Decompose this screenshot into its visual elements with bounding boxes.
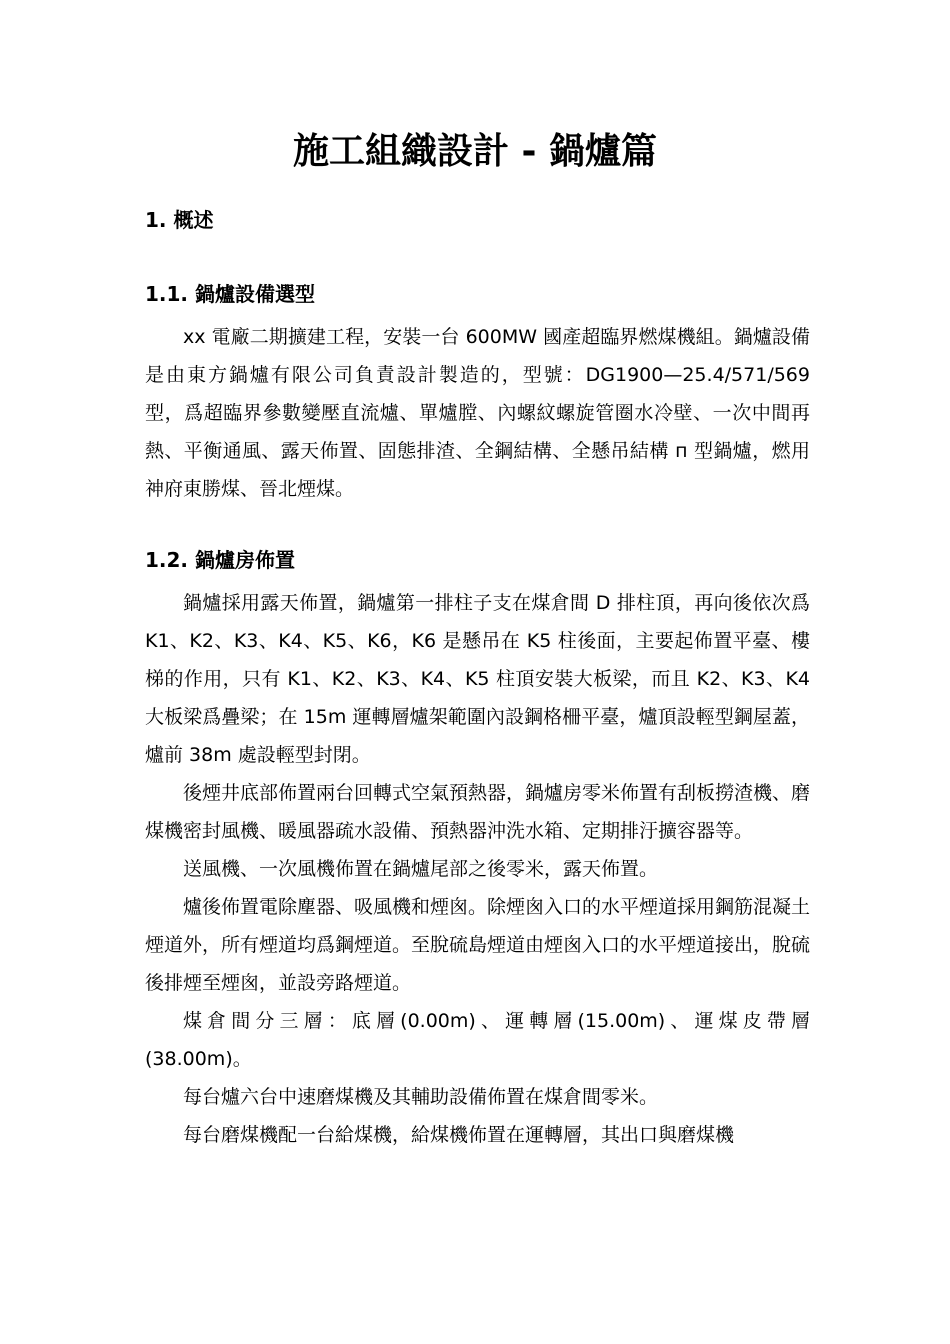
paragraph: 送風機、一次風機佈置在鍋爐尾部之後零米，露天佈置。 xyxy=(183,858,659,880)
section-body-boiler-house-layout xyxy=(145,584,810,1154)
section-heading-boiler-house-layout: 1.2. 鍋爐房佈置 xyxy=(145,548,295,572)
paragraph: 每台爐六台中速磨煤機及其輔助設備佈置在煤倉間零米。 xyxy=(183,1086,659,1108)
section-heading-boiler-selection: 1.1. 鍋爐設備選型 xyxy=(145,282,315,306)
section-heading-overview: 1. 概述 xyxy=(145,208,214,232)
paragraph: 鍋爐採用露天佈置，鍋爐第一排柱子支在煤倉間 D 排柱頂，再向後依次爲 K1、K2、K3、K4、K5、K6，K6 是懸吊在 K5 柱後面，主要起佈置平臺、樓梯的作用，只有 K1、K2、K3、K4、K5 柱頂安裝大板梁，而且 K2、K3、K4 大板梁爲疊梁；在 15m 運轉層爐架範圍內設鋼格柵平臺，爐頂設輕型鋼屋蓋，爐前 38m 處設輕型封閉。 xyxy=(145,592,810,766)
paragraph: 煤倉間分三層：底層(0.00m)、運轉層(15.00m)、運煤皮帶層(38.00m)。 xyxy=(145,1010,810,1070)
section-body-boiler-selection xyxy=(145,318,810,508)
document-title: 施工組織設計 - 鍋爐篇 xyxy=(292,131,657,172)
paragraph: 後煙井底部佈置兩台回轉式空氣預熱器，鍋爐房零米佈置有刮板撈渣機、磨煤機密封風機、暖風器疏水設備、預熱器沖洗水箱、定期排汙擴容器等。 xyxy=(145,782,811,842)
paragraph: 每台磨煤機配一台給煤機，給煤機佈置在運轉層，其出口與磨煤機 xyxy=(183,1124,735,1146)
paragraph: xx 電廠二期擴建工程，安裝一台 600MW 國產超臨界燃煤機組。鍋爐設備是由東方鍋爐有限公司負責設計製造的，型號：DG1900—25.4/571/569 型，爲超臨界參數變壓直流爐、單爐膛、內螺紋螺旋管圈水冷壁、一次中間再熱、平衡通風、露天佈置、固態排渣、全鋼結構、全懸吊結構 п 型鍋爐，燃用神府東勝煤、晉北煙煤。 xyxy=(145,326,810,500)
paragraph: 爐後佈置電除塵器、吸風機和煙囪。除煙囪入口的水平煙道採用鋼筋混凝土煙道外，所有煙道均爲鋼煙道。至脫硫島煙道由煙囪入口的水平煙道接出，脫硫後排煙至煙囪，並設旁路煙道。 xyxy=(145,896,811,994)
